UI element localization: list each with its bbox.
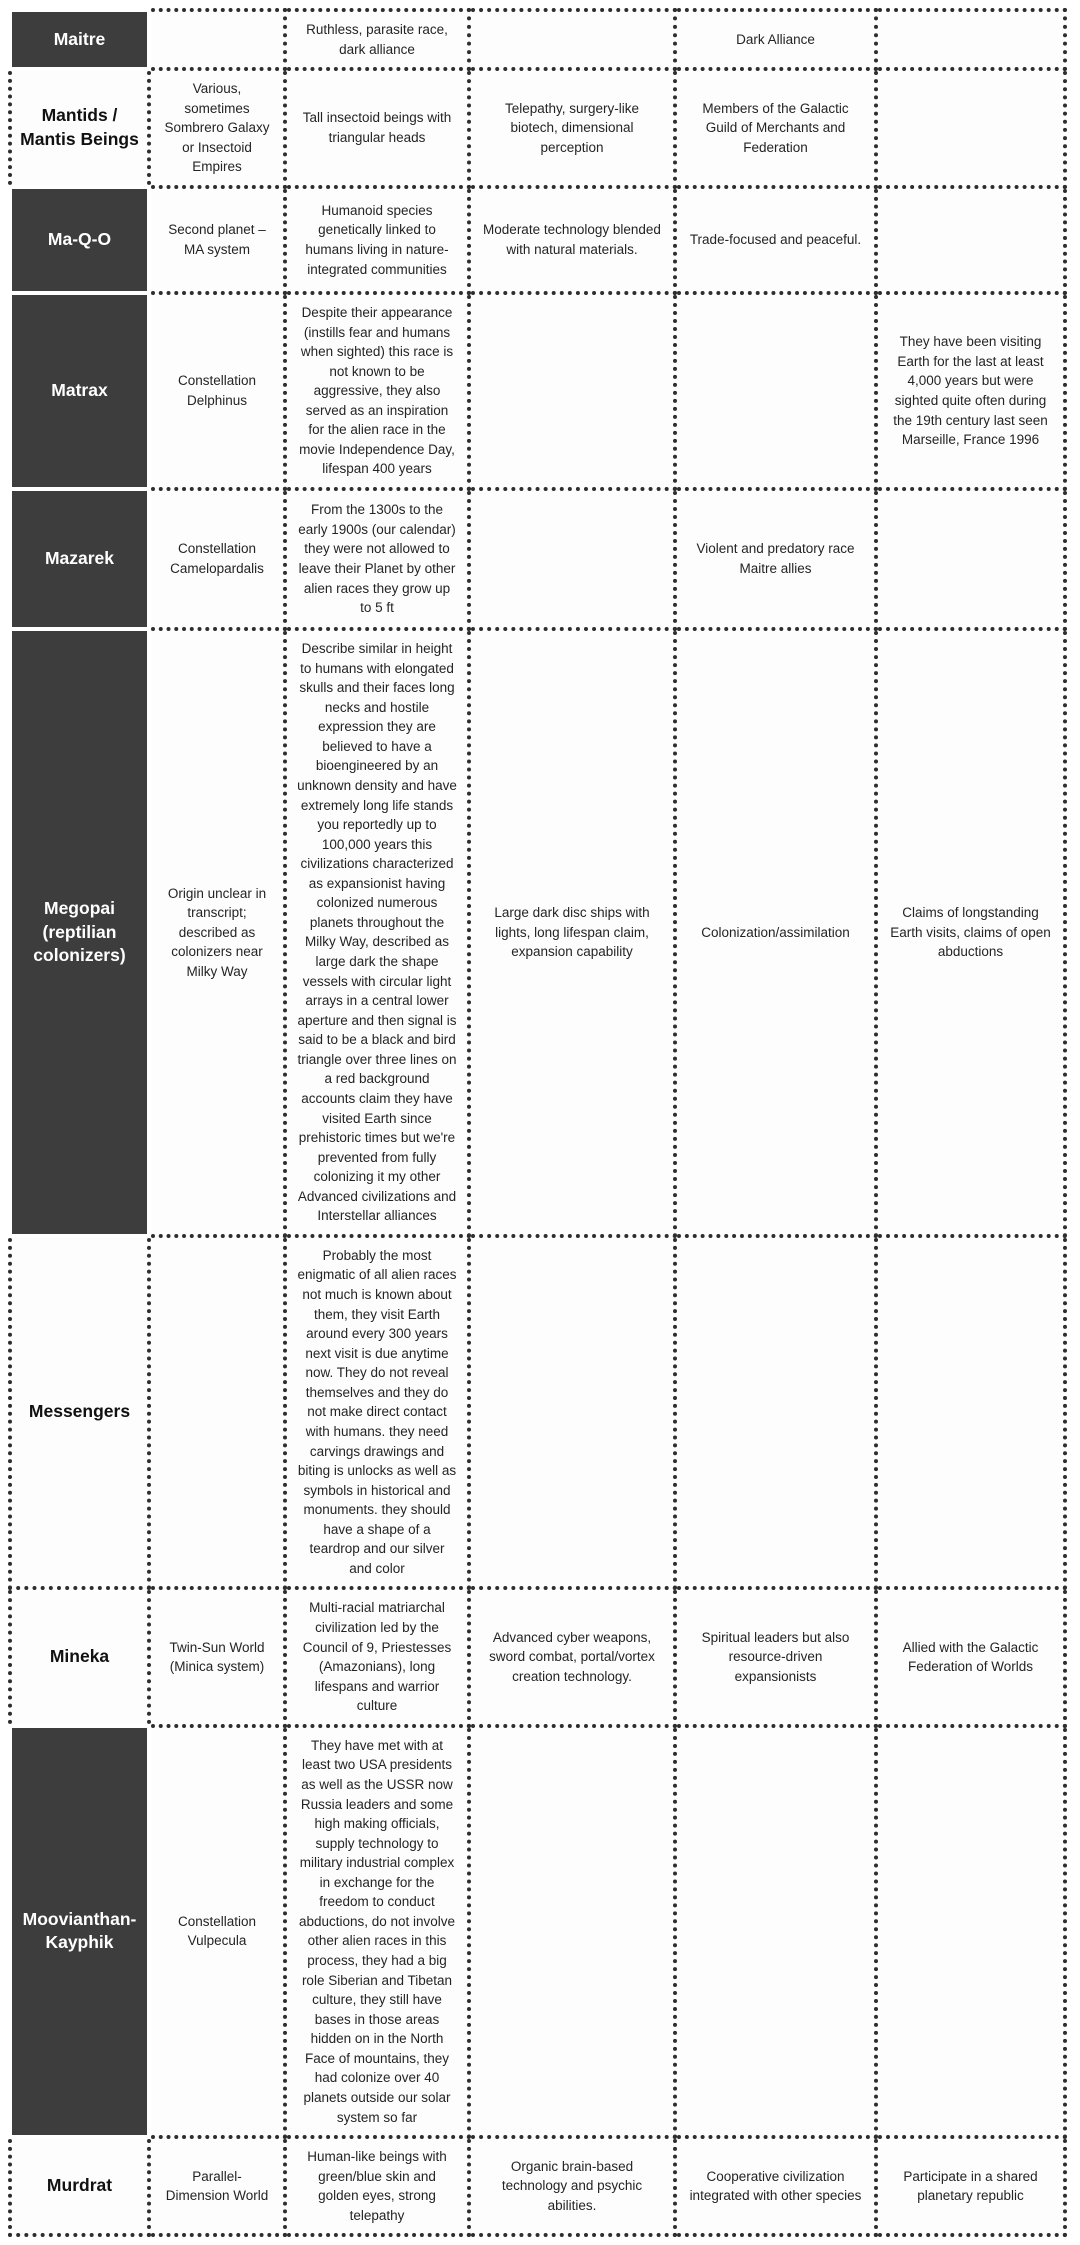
table-row: [10, 293, 1065, 489]
society-cell: [675, 1726, 876, 2137]
origin-cell: Constellation Delphinus: [149, 293, 285, 489]
technology-cell: [469, 1236, 675, 1589]
technology-cell: [469, 10, 675, 69]
earth-contact-cell: [876, 10, 1065, 69]
race-name-cell: Moovianthan-Kayphik: [10, 1726, 149, 2137]
table-row: [10, 1726, 1065, 2137]
race-name-cell: Mantids / Mantis Beings: [10, 69, 149, 187]
origin-cell: Origin unclear in transcript; described as colonizers near Milky Way: [149, 629, 285, 1236]
earth-contact-cell: Participate in a shared planetary republic: [876, 2137, 1065, 2235]
race-name-cell: Megopai (reptilian colonizers): [10, 629, 149, 1236]
race-name-cell: Maitre: [10, 10, 149, 69]
description-cell: Multi-racial matriarchal civilization led by the Council of 9, Priestesses (Amazonians), long lifespans and warrior culture: [285, 1588, 469, 1725]
origin-cell: Constellation Camelopardalis: [149, 489, 285, 629]
earth-contact-cell: [876, 69, 1065, 187]
table-row: [10, 69, 1065, 187]
race-name-cell: Mineka: [10, 1588, 149, 1725]
society-cell: Trade-focused and peaceful.: [675, 187, 876, 293]
technology-cell: [469, 489, 675, 629]
origin-cell: Various, sometimes Sombrero Galaxy or Insectoid Empires: [149, 69, 285, 187]
origin-cell: [149, 1236, 285, 1589]
description-cell: From the 1300s to the early 1900s (our calendar) they were not allowed to leave their Planet by other alien races they grow up to 5 ft: [285, 489, 469, 629]
society-cell: Dark Alliance: [675, 10, 876, 69]
earth-contact-cell: [876, 1726, 1065, 2137]
society-cell: Spiritual leaders but also resource-driven expansionists: [675, 1588, 876, 1725]
technology-cell: Organic brain-based technology and psychic abilities.: [469, 2137, 675, 2235]
description-cell: Probably the most enigmatic of all alien races not much is known about them, they visit Earth around every 300 years next visit is due anytime now. They do not reveal themselves and they do not make direct contact with humans. they need carvings drawings and biting is unlocks as well as symbols in historical and monuments. they should have a shape of a teardrop and our silver and color: [285, 1236, 469, 1589]
technology-cell: Large dark disc ships with lights, long lifespan claim, expansion capability: [469, 629, 675, 1236]
origin-cell: Twin-Sun World (Minica system): [149, 1588, 285, 1725]
society-cell: [675, 1236, 876, 1589]
society-cell: Members of the Galactic Guild of Merchants and Federation: [675, 69, 876, 187]
technology-cell: [469, 293, 675, 489]
earth-contact-cell: [876, 1236, 1065, 1589]
society-cell: Violent and predatory race Maitre allies: [675, 489, 876, 629]
description-cell: Tall insectoid beings with triangular heads: [285, 69, 469, 187]
race-name-cell: Murdrat: [10, 2137, 149, 2235]
table-row: [10, 1236, 1065, 1589]
earth-contact-cell: Claims of longstanding Earth visits, claims of open abductions: [876, 629, 1065, 1236]
table-row: [10, 187, 1065, 293]
origin-cell: Constellation Vulpecula: [149, 1726, 285, 2137]
technology-cell: Advanced cyber weapons, sword combat, portal/vortex creation technology.: [469, 1588, 675, 1725]
table-row: [10, 629, 1065, 1236]
earth-contact-cell: [876, 489, 1065, 629]
technology-cell: Telepathy, surgery-like biotech, dimensional perception: [469, 69, 675, 187]
race-name-cell: Matrax: [10, 293, 149, 489]
description-cell: Despite their appearance (instills fear and humans when sighted) this race is not known to be aggressive, they also served as an inspiration for the alien race in the movie Independence Day, lifespan 400 years: [285, 293, 469, 489]
society-cell: Colonization/assimilation: [675, 629, 876, 1236]
origin-cell: [149, 10, 285, 69]
description-cell: Describe similar in height to humans with elongated skulls and their faces long necks and hostile expression they are believed to have a bioengineered by an unknown density and have extremely long life stands you reportedly up to 100,000 years this civilizations characterized as expansionist having colonized numerous planets throughout the Milky Way, described as large dark the shape vessels with circular light arrays in a central lower aperture and then signal is said to be a black and bird triangle over three lines on a red background accounts claim they have visited Earth since prehistoric times but we're prevented from fully colonizing it my other Advanced civilizations and Interstellar alliances: [285, 629, 469, 1236]
table-row: [10, 1588, 1065, 1725]
alien-races-table: [8, 8, 1067, 2237]
technology-cell: [469, 1726, 675, 2137]
table-row: [10, 2137, 1065, 2235]
race-name-cell: Ma-Q-O: [10, 187, 149, 293]
description-cell: Ruthless, parasite race, dark alliance: [285, 10, 469, 69]
earth-contact-cell: [876, 187, 1065, 293]
origin-cell: Second planet – MA system: [149, 187, 285, 293]
race-name-cell: Messengers: [10, 1236, 149, 1589]
society-cell: [675, 293, 876, 489]
description-cell: Human-like beings with green/blue skin and golden eyes, strong telepathy: [285, 2137, 469, 2235]
table-row: [10, 10, 1065, 69]
earth-contact-cell: Allied with the Galactic Federation of Worlds: [876, 1588, 1065, 1725]
table-row: [10, 489, 1065, 629]
technology-cell: Moderate technology blended with natural materials.: [469, 187, 675, 293]
race-name-cell: Mazarek: [10, 489, 149, 629]
description-cell: Humanoid species genetically linked to humans living in nature-integrated communities: [285, 187, 469, 293]
society-cell: Cooperative civilization integrated with other species: [675, 2137, 876, 2235]
earth-contact-cell: They have been visiting Earth for the last at least 4,000 years but were sighted quite often during the 19th century last seen Marseille, France 1996: [876, 293, 1065, 489]
description-cell: They have met with at least two USA presidents as well as the USSR now Russia leaders and some high making officials, supply technology to military industrial complex in exchange for the freedom to conduct abductions, do not involve other alien races in this process, they had a big role Siberian and Tibetan culture, they still have bases in those areas hidden on in the North Face of mountains, they had colonize over 40 planets outside our solar system so far: [285, 1726, 469, 2137]
alien-races-table-body: [10, 10, 1065, 2235]
origin-cell: Parallel-Dimension World: [149, 2137, 285, 2235]
